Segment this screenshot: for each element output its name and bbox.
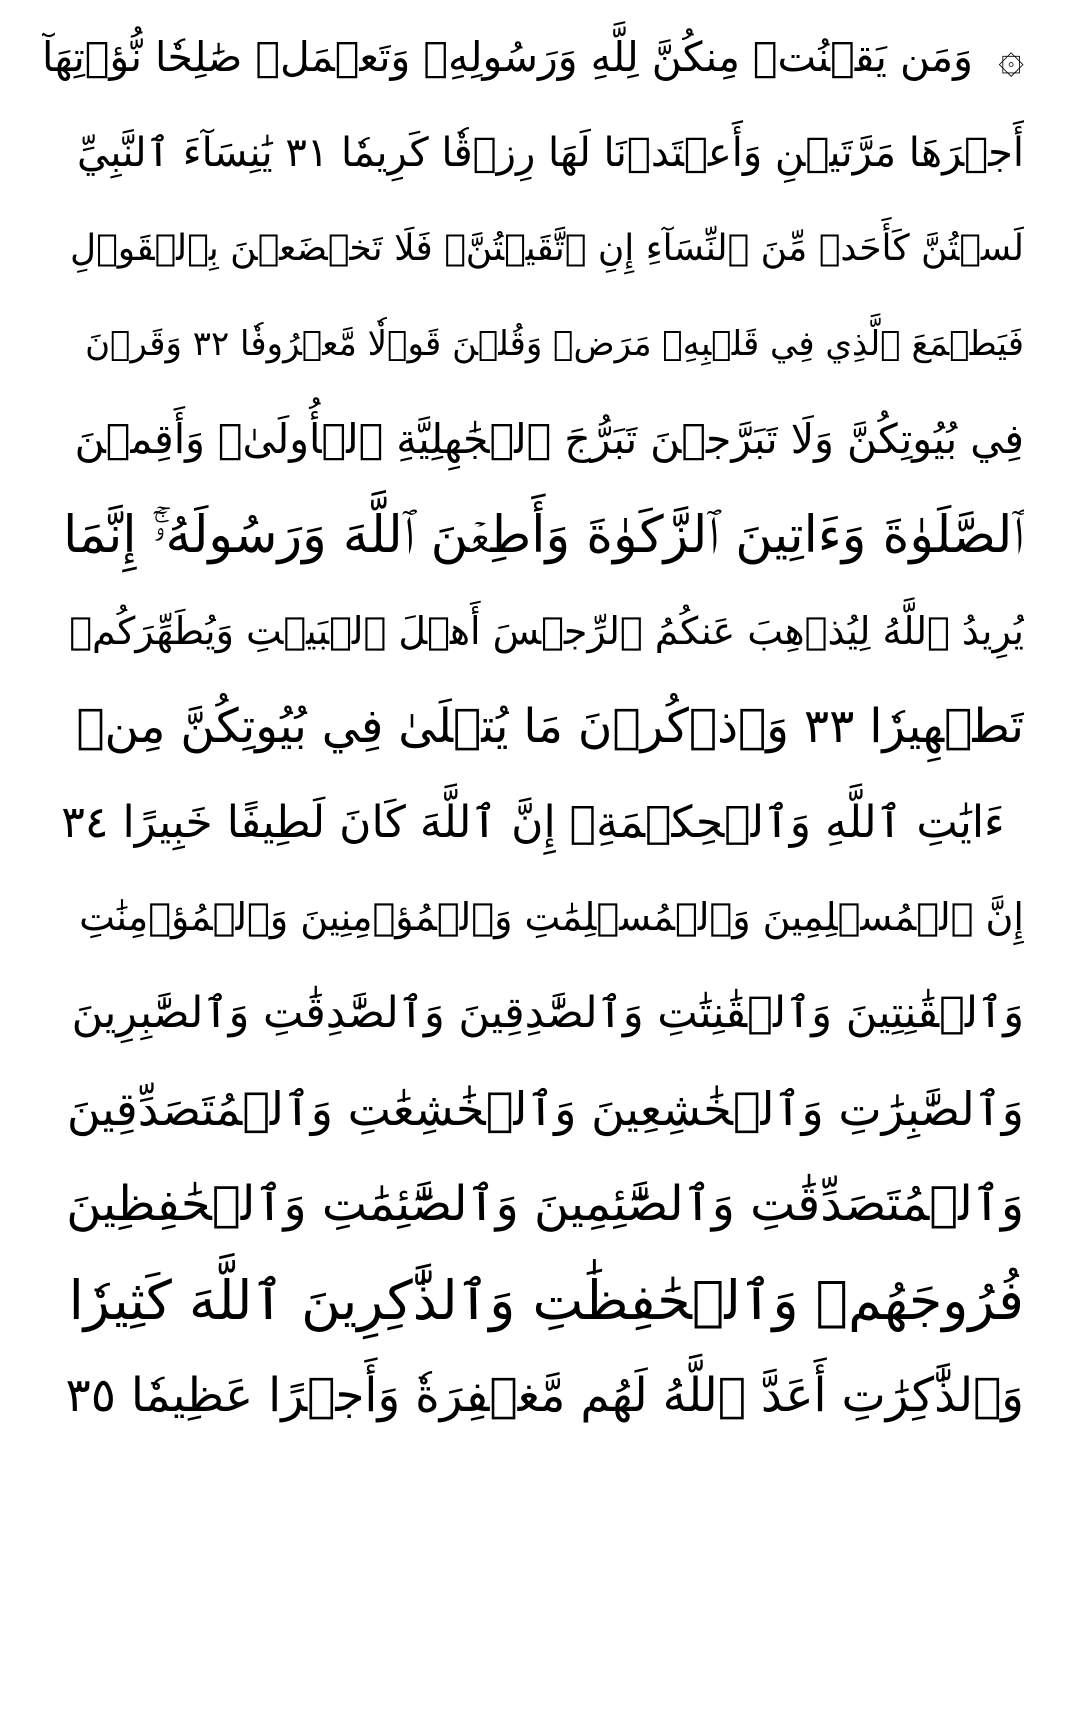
hizb-marker-icon: ۞ — [998, 32, 1024, 83]
text-line-1 — [42, 10, 1024, 106]
line-text: تَطۡهِيرٗا ٣٣ وَٱذۡكُرۡنَ مَا يُتۡلَىٰ فِي بُيُوتِكُنَّ مِنۡ — [76, 699, 1024, 755]
line-text: لَسۡتُنَّ كَأَحَدٖ مِّنَ ٱلنِّسَآءِ إِنِ ٱتَّقَيۡتُنَّۚ فَلَا تَخۡضَعۡنَ بِٱلۡقَوۡلِ — [69, 228, 1024, 270]
line-text: ٱلصَّلَوٰةَ وَءَاتِينَ ٱلزَّكَوٰةَ وَأَطِعۡنَ ٱللَّهَ وَرَسُولَهُۥٓۚ إِنَّمَا — [63, 505, 1024, 565]
text-line-7 — [42, 584, 1024, 680]
line-text: وَٱلصَّٰبِرَٰتِ وَٱلۡخَٰشِعِينَ وَٱلۡخَٰشِعَٰتِ وَٱلۡمُتَصَدِّقِينَ — [66, 1081, 1024, 1136]
line-text: إِنَّ ٱلۡمُسۡلِمِينَ وَٱلۡمُسۡلِمَٰتِ وَٱلۡمُؤۡمِنِينَ وَٱلۡمُؤۡمِنَٰتِ — [79, 895, 1024, 940]
text-line-6 — [42, 488, 1024, 584]
line-text: وَٱلذَّٰكِرَٰتِ أَعَدَّ ٱللَّهُ لَهُم مَّغۡفِرَةٗ وَأَجۡرًا عَظِيمٗا ٣٥ — [65, 1368, 1024, 1424]
line-text: أَجۡرَهَا مَرَّتَيۡنِ وَأَعۡتَدۡنَا لَهَا رِزۡقٗا كَرِيمٗا ٣١ يَٰنِسَآءَ ٱلنَّبِيِّ — [76, 129, 1024, 176]
text-line-12 — [42, 1062, 1024, 1158]
line-text: فُرُوجَهُمۡ وَٱلۡحَٰفِظَٰتِ وَٱلذَّٰكِرِينَ ٱللَّهَ كَثِيرٗا — [68, 1268, 1024, 1332]
text-line-4 — [42, 297, 1024, 393]
line-text: ءَايَٰتِ ٱللَّهِ وَٱلۡحِكۡمَةِۚ إِنَّ ٱللَّهَ كَانَ لَطِيفًا خَبِيرًا ٣٤ — [61, 796, 1005, 848]
text-line-2 — [42, 106, 1024, 202]
text-line-10 — [42, 870, 1024, 966]
text-line-13 — [42, 1157, 1024, 1253]
line-text: وَمَن يَقۡنُتۡ مِنكُنَّ لِلَّهِ وَرَسُولِهِۦ وَتَعۡمَلۡ صَٰلِحٗا نُّؤۡتِهَآ — [42, 33, 973, 81]
text-line-11 — [42, 966, 1024, 1062]
line-text: فَيَطۡمَعَ ٱلَّذِي فِي قَلۡبِهِۦ مَرَضٞ وَقُلۡنَ قَوۡلٗا مَّعۡرُوفٗا ٣٢ وَقَرۡنَ — [85, 323, 1024, 364]
line-text: وَٱلۡمُتَصَدِّقَٰتِ وَٱلصَّٰٓئِمِينَ وَٱلصَّٰٓئِمَٰتِ وَٱلۡحَٰفِظِينَ — [66, 1176, 1024, 1233]
line-text: يُرِيدُ ٱللَّهُ لِيُذۡهِبَ عَنكُمُ ٱلرِّجۡسَ أَهۡلَ ٱلۡبَيۡتِ وَيُطَهِّرَكُمۡ — [69, 608, 1024, 653]
text-line-8 — [42, 679, 1024, 775]
text-line-9 — [42, 775, 1024, 871]
text-line-14 — [42, 1253, 1024, 1349]
text-line-3 — [42, 201, 1024, 297]
text-line-5 — [42, 392, 1024, 488]
line-text: فِي بُيُوتِكُنَّ وَلَا تَبَرَّجۡنَ تَبَرُّجَ ٱلۡجَٰهِلِيَّةِ ٱلۡأُولَىٰۖ وَأَقِمۡنَ — [74, 415, 1024, 464]
line-text: وَٱلۡقَٰنِتِينَ وَٱلۡقَٰنِتَٰتِ وَٱلصَّٰدِقِينَ وَٱلصَّٰدِقَٰتِ وَٱلصَّٰبِرِينَ — [71, 987, 1024, 1038]
text-line-15 — [42, 1348, 1024, 1444]
